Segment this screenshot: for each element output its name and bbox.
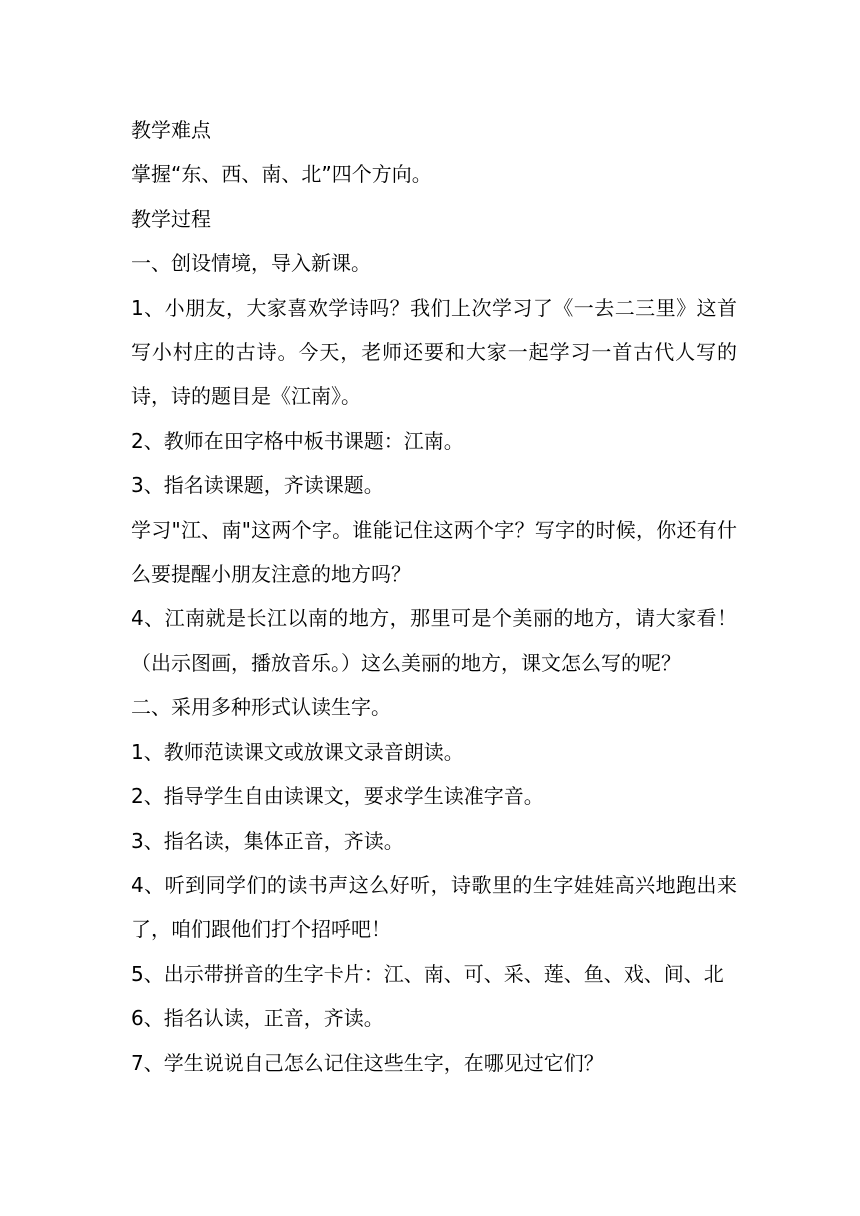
- paragraph: 学习"江、南"这两个字。谁能记住这两个字？写字的时候，你还有什么要提醒小朋友注意的地方吗？: [131, 517, 737, 587]
- paragraph: 2、教师在田字格中板书课题：江南。: [131, 428, 464, 453]
- subsection-heading-one: 一、创设情境，导入新课。: [131, 251, 371, 276]
- paragraph: 3、指名读，集体正音，齐读。: [131, 828, 404, 853]
- paragraph: 1、教师范读课文或放课文录音朗读。: [131, 739, 464, 764]
- paragraph: 6、指名认读，正音，齐读。: [131, 1006, 384, 1031]
- paragraph: 掌握“东、西、南、北”四个方向。: [131, 162, 432, 187]
- document-body: [131, 108, 737, 1085]
- section-heading-process: 教学过程: [131, 206, 211, 231]
- paragraph: 3、指名读课题，齐读课题。: [131, 473, 384, 498]
- paragraph: 4、江南就是长江以南的地方，那里可是个美丽的地方，请大家看！（出示图画，播放音乐。）这么美丽的地方，课文怎么写的呢？: [131, 606, 737, 675]
- paragraph: 4、听到同学们的读书声这么好听，诗歌里的生字娃娃高兴地跑出来了，咱们跟他们打个招呼吧！: [131, 872, 737, 942]
- paragraph: 2、指导学生自由读课文，要求学生读准字音。: [131, 784, 544, 809]
- paragraph: 1、小朋友，大家喜欢学诗吗？我们上次学习了《一去二三里》这首写小村庄的古诗。今天，老师还要和大家一起学习一首古代人写的诗，诗的题目是《江南》。: [131, 295, 737, 409]
- section-heading-difficulty: 教学难点: [131, 118, 211, 142]
- subsection-heading-two: 二、采用多种形式认读生字。: [131, 695, 391, 720]
- paragraph: 7、学生说说自己怎么记住这些生字，在哪见过它们？: [131, 1050, 604, 1075]
- paragraph: 5、出示带拼音的生字卡片：江、南、可、采、莲、鱼、戏、间、北: [131, 961, 724, 986]
